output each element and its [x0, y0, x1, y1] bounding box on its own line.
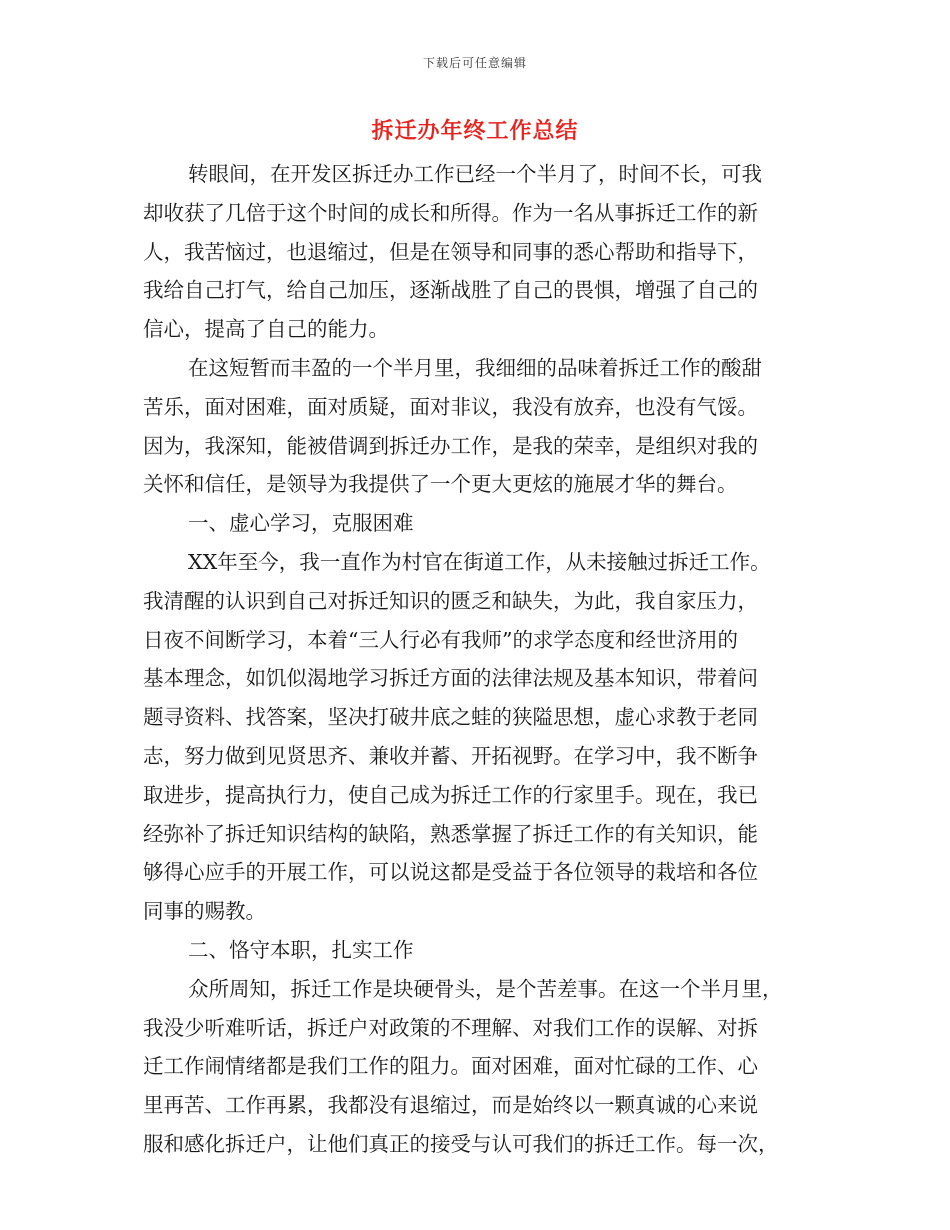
body-line: 关怀和信任，是领导为我提供了一个更大更炫的施展才华的舞台。 [143, 472, 738, 497]
body-line: 我给自己打气，给自己加压，逐渐战胜了自己的畏惧，增强了自己的 [143, 278, 758, 303]
body-line: 日夜不间断学习，本着“三人行必有我师”的求学态度和经世济用的 [143, 627, 738, 652]
body-line: 里再苦、工作再累，我都没有退缩过，而是始终以一颗真诚的心来说 [143, 1093, 758, 1118]
body-line: 在这短暂而丰盈的一个半月里，我细细的品味着拆迁工作的酸甜 [188, 355, 762, 380]
body-line: 众所周知，拆迁工作是块硬骨头，是个苦差事。在这一个半月里， [188, 976, 783, 1001]
body-line: 够得心应手的开展工作，可以说这都是受益于各位领导的栽培和各位 [143, 860, 758, 885]
document-title: 拆迁办年终工作总结 [371, 118, 579, 144]
body-line: 迁工作闹情绪都是我们工作的阻力。面对困难，面对忙碌的工作、心 [143, 1054, 758, 1079]
body-line: 取进步，提高执行力，使自己成为拆迁工作的行家里手。现在，我已 [143, 782, 758, 807]
body-line: 志，努力做到见贤思齐、兼收并蓄、开拓视野。在学习中，我不断争 [143, 743, 758, 768]
body-line: 基本理念，如饥似渴地学习拆迁方面的法律法规及基本知识，带着问 [143, 666, 758, 691]
body-line: 信心，提高了自己的能力。 [143, 317, 389, 342]
document-body [143, 155, 803, 1164]
body-line: 我清醒的认识到自己对拆迁知识的匮乏和缺失，为此，我自家压力， [143, 588, 758, 613]
section-heading: 二、恪守本职，扎实工作 [188, 937, 414, 962]
body-line: XX年至今，我一直作为村官在街道工作，从未接触过拆迁工作。 [188, 549, 771, 574]
body-line: 转眼间，在开发区拆迁办工作已经一个半月了，时间不长，可我 [188, 162, 762, 186]
body-line: 因为，我深知，能被借调到拆迁办工作，是我的荣幸，是组织对我的 [143, 433, 758, 458]
body-line: 题寻资料、找答案，坚决打破井底之蛙的狭隘思想，虚心求教于老同 [143, 705, 758, 730]
body-line: 同事的赐教。 [143, 899, 266, 924]
section-heading: 一、虚心学习，克服困难 [188, 511, 414, 536]
body-line: 经弥补了拆迁知识结构的缺陷，熟悉掌握了拆迁工作的有关知识，能 [143, 821, 758, 846]
body-line: 苦乐，面对困难，面对质疑，面对非议，我没有放弃，也没有气馁。 [143, 394, 758, 419]
body-line: 却收获了几倍于这个时间的成长和所得。作为一名从事拆迁工作的新 [143, 200, 758, 225]
body-line: 人，我苦恼过，也退缩过，但是在领导和同事的悉心帮助和指导下， [143, 239, 758, 264]
body-line: 我没少听难听话，拆迁户对政策的不理解、对我们工作的误解、对拆 [143, 1015, 758, 1040]
page-header-note: 下载后可任意编辑 [422, 56, 527, 70]
body-line: 服和感化拆迁户，让他们真正的接受与认可我们的拆迁工作。每一次， [143, 1131, 779, 1156]
